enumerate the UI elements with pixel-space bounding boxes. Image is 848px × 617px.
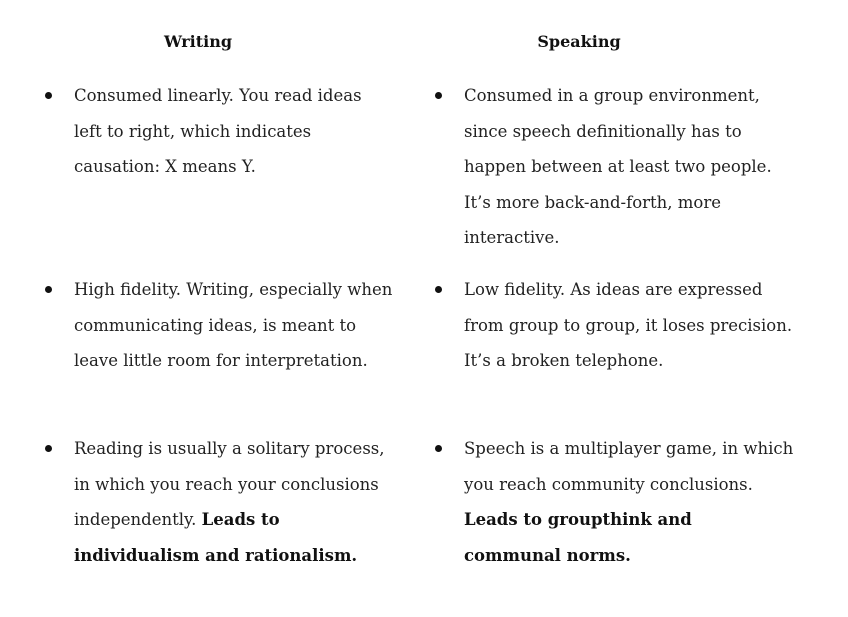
bullet-icon	[435, 431, 443, 467]
bullet-icon	[45, 78, 53, 114]
writing-point-solitary	[74, 431, 394, 573]
speaking-point-fidelity	[464, 272, 794, 379]
bullet-icon	[435, 78, 443, 114]
cell-emphasis: Leads to individualism and rationalism.	[74, 510, 358, 565]
column-header-speaking: Speaking	[537, 32, 621, 51]
speaking-point-group	[464, 78, 794, 256]
cell-text: Speech is a multiplayer game, in which you reach community conclusions.	[464, 439, 794, 494]
bullet-icon	[45, 431, 53, 467]
bullet-icon	[45, 272, 53, 308]
speaking-point-multiplayer	[464, 431, 794, 573]
cell-text: Reading is usually a solitary process, in which you reach your conclusions independently.	[74, 439, 385, 529]
cell-emphasis: Leads to groupthink and communal norms.	[464, 510, 692, 565]
cell-text: High fidelity. Writing, especially when communicating ideas, is meant to leave little room for interpretation.	[74, 280, 393, 370]
cell-text: Consumed in a group environment, since speech definitionally has to happen between at least two people. It’s more back-and-forth, more interactive.	[464, 86, 772, 247]
column-header-writing: Writing	[163, 32, 233, 51]
cell-text: Consumed linearly. You read ideas left to right, which indicates causation: X means Y.	[74, 86, 362, 176]
cell-text: Low fidelity. As ideas are expressed from group to group, it loses precision. It’s a broken telephone.	[464, 280, 793, 370]
writing-point-linear	[74, 78, 394, 185]
bullet-icon	[435, 272, 443, 308]
writing-point-fidelity	[74, 272, 394, 379]
